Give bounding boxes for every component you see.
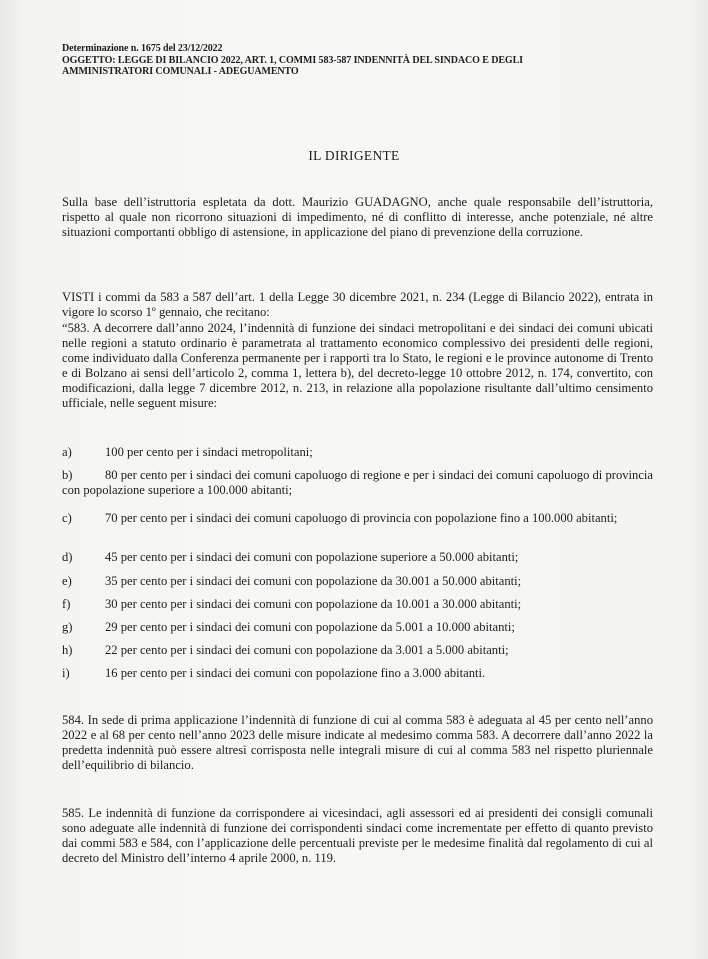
list-item-label: i) bbox=[62, 666, 70, 680]
list-item-label: h) bbox=[62, 643, 73, 657]
list-item-f bbox=[62, 597, 653, 612]
list-item-text: 30 per cento per i sindaci dei comuni con popolazione da 10.001 a 30.000 abitanti; bbox=[105, 597, 522, 611]
list-item-text: 35 per cento per i sindaci dei comuni con popolazione da 30.001 a 50.000 abitanti; bbox=[105, 574, 522, 588]
list-item-label: b) bbox=[62, 468, 73, 482]
list-item-b bbox=[62, 468, 653, 498]
list-item-label: a) bbox=[62, 445, 72, 459]
list-item-text: 22 per cento per i sindaci dei comuni con popolazione da 3.001 a 5.000 abitanti; bbox=[105, 643, 509, 657]
comma-584-paragraph: 584. In sede di prima applicazione l’indennità di funzione di cui al comma 583 è adeguata al 45 per cento nell’anno 2022 e al 68 per cento nell’anno 2023 delle misure indicate al medesimo comma 583. A decorrere dall’anno 2022 la predetta indennità può essere altresì corrisposta nelle integrali misure di cui al comma 583 nel rispetto pluriennale dell’equilibrio di bilancio. bbox=[62, 713, 653, 772]
comma-585-paragraph: 585. Le indennità di funzione da corrispondere ai vicesindaci, agli assessori ed ai presidenti dei consigli comunali sono adeguate alle indennità di funzione dei corrispondenti sindaci come incrementate per effetto di quanto previsto dai commi 583 e 584, con l’applicazione delle percentuali previste per le medesime finalità dal regolamento di cui al decreto del Ministro dell’interno 4 aprile 2000, n. 119. bbox=[62, 806, 653, 865]
list-item-text: 29 per cento per i sindaci dei comuni con popolazione da 5.001 a 10.000 abitanti; bbox=[105, 620, 515, 634]
list-item-c bbox=[62, 511, 653, 526]
list-item-a bbox=[62, 445, 653, 460]
subject-line: OGGETTO: LEGGE DI BILANCIO 2022, ART. 1, COMMI 583-587 INDENNITÀ DEL SINDACO E DEGLI bbox=[62, 54, 523, 66]
list-item-label: d) bbox=[62, 550, 73, 564]
list-item-i bbox=[62, 666, 653, 681]
list-item-label: c) bbox=[62, 511, 72, 525]
list-item-label: e) bbox=[62, 574, 72, 588]
visti-paragraph: VISTI i commi da 583 a 587 dell’art. 1 della Legge 30 dicembre 2021, n. 234 (Legge di Bilancio 2022), entrata in vigore lo scorso 1º gennaio, che recitano: bbox=[62, 290, 653, 319]
list-item-text: 16 per cento per i sindaci dei comuni con popolazione fino a 3.000 abitanti. bbox=[105, 666, 486, 680]
list-item-label: g) bbox=[62, 620, 73, 634]
subject-line-continued: AMMINISTRATORI COMUNALI - ADEGUAMENTO bbox=[62, 66, 299, 77]
list-item-e bbox=[62, 574, 653, 589]
determination-number: Determinazione n. 1675 del 23/12/2022 bbox=[62, 43, 223, 54]
document-header bbox=[62, 43, 662, 78]
list-item-h bbox=[62, 643, 653, 658]
comma-583-paragraph: “583. A decorrere dall’anno 2024, l’indennità di funzione dei sindaci metropolitani e dei sindaci dei comuni ubicati nelle regioni a statuto ordinario è parametrata al trattamento economico complessivo dei presidenti delle regioni, come individuato dalla Conferenza permanente per i rapporti tra lo Stato, le regioni e le province autonome di Trento e di Bolzano ai sensi dell’articolo 2, comma 1, lettera b), del decreto-legge 10 ottobre 2012, n. 174, convertito, con modificazioni, dalla legge 7 dicembre 2012, n. 213, in relazione alla popolazione risultante dall’ultimo censimento ufficiale, nelle seguent misure: bbox=[62, 321, 653, 410]
list-item-d bbox=[62, 550, 653, 565]
list-item-label: f) bbox=[62, 597, 71, 611]
list-item-g bbox=[62, 620, 653, 635]
section-title: IL DIRIGENTE bbox=[308, 148, 400, 163]
list-item-text: 100 per cento per i sindaci metropolitani; bbox=[105, 445, 313, 459]
list-item-text: 80 per cento per i sindaci dei comuni capoluogo di regione e per i sindaci dei comuni capoluogo di provincia con popolazione superiore a 100.000 abitanti; bbox=[62, 468, 654, 497]
intro-paragraph: Sulla base dell’istruttoria espletata da dott. Maurizio GUADAGNO, anche quale responsabile dell’istruttoria, rispetto al quale non ricorrono situazioni di impedimento, né di conflitto di interesse, anche potenziale, né altre situazioni comportanti obbligo di astensione, in applicazione del piano di prevenzione della corruzione. bbox=[62, 195, 653, 239]
list-item-text: 70 per cento per i sindaci dei comuni capoluogo di provincia con popolazione fino a 100.000 abitanti; bbox=[105, 511, 618, 525]
list-item-text: 45 per cento per i sindaci dei comuni con popolazione superiore a 50.000 abitanti; bbox=[105, 550, 519, 564]
